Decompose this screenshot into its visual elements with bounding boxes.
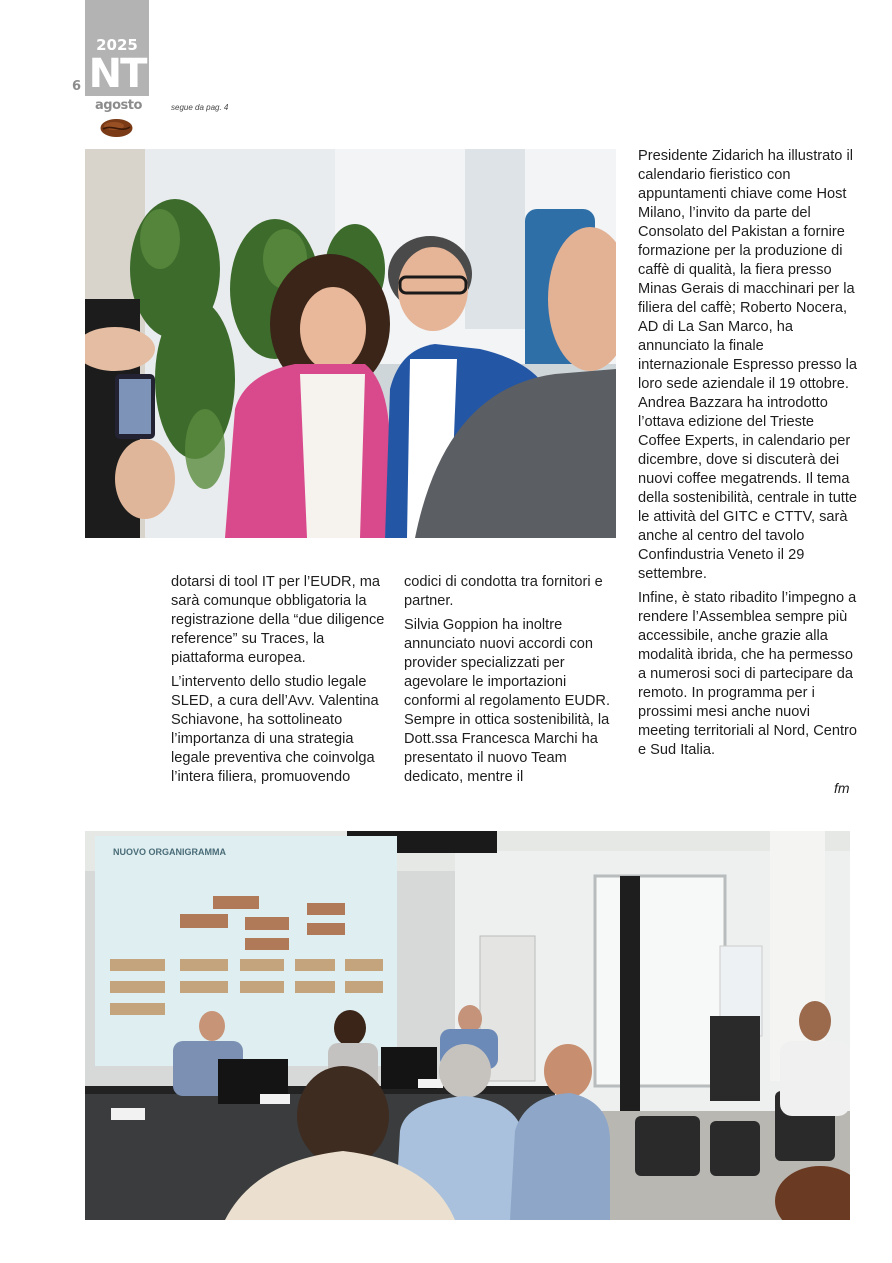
page-number: 6: [72, 79, 82, 94]
photo-conference: [85, 831, 850, 1220]
article-column-2: [404, 573, 622, 792]
author-signature: fm: [834, 780, 850, 796]
masthead-year: 2025: [96, 36, 138, 54]
slide-title: NUOVO ORGANIGRAMMA: [113, 847, 226, 857]
article-column-1: [171, 573, 393, 792]
paragraph: Presidente Zidarich ha illustrato il calendario fieristico con appuntamenti chiave come Host Milano, l’invito da parte del Consolato del Pakistan a fornire formazione per la produzione di caffè di qualità, la fiera presso Minas Gerais di macchinari per la filiera del caffè; Roberto Nocera, AD di La San Marco, ha annunciato la finale internazionale Espresso presso la loro sede aziendale il 19 ottobre. Andrea Bazzara ha introdotto l’ottava edizione del Trieste Coffee Experts, in calendario per dicembre, dove si discuterà dei nuovi coffee megatrends. Il tema della sostenibilità, centrale in tutte le attività del GITC e CTTV, sarà anche al centro del tavolo Confindustria Veneto il 29 settembre.: [638, 148, 858, 582]
masthead-logo-block: [85, 0, 149, 96]
article-column-3: [638, 147, 858, 765]
masthead-logo: NT: [88, 51, 146, 97]
masthead-month: agosto: [95, 98, 142, 113]
continued-from-note: segue da pag. 4: [171, 103, 229, 112]
paragraph: dotarsi di tool IT per l’EUDR, ma sarà comunque obbligatoria la registrazione della “due diligence reference” su Traces, la piattaforma europea.: [171, 574, 385, 666]
paragraph: L’intervento dello studio legale SLED, a cura dell’Avv. Valentina Schiavone, ha sottolineato l’importanza di una strategia legale preventiva che coinvolga l’intera filiera, promuovendo: [171, 674, 379, 785]
paragraph: Infine, è stato ribadito l’impegno a rendere l’Assemblea sempre più accessibile, anche grazie alla modalità ibrida, che ha permesso a numerosi soci di partecipare da remoto. In programma per i prossimi mesi anche nuovi meeting territoriali al Nord, Centro e Sud Italia.: [638, 590, 857, 758]
coffee-bean-icon: [100, 118, 133, 138]
photo-portrait: [85, 149, 616, 538]
paragraph: Silvia Goppion ha inoltre annunciato nuovi accordi con provider specializzati per agevolare le importazioni conformi al regolamento EUDR. Sempre in ottica sostenibilità, la Dott.ssa Francesca Marchi ha presentato il nuovo Team dedicato, mentre il: [404, 617, 611, 785]
paragraph: codici di condotta tra fornitori e partner.: [404, 574, 603, 609]
